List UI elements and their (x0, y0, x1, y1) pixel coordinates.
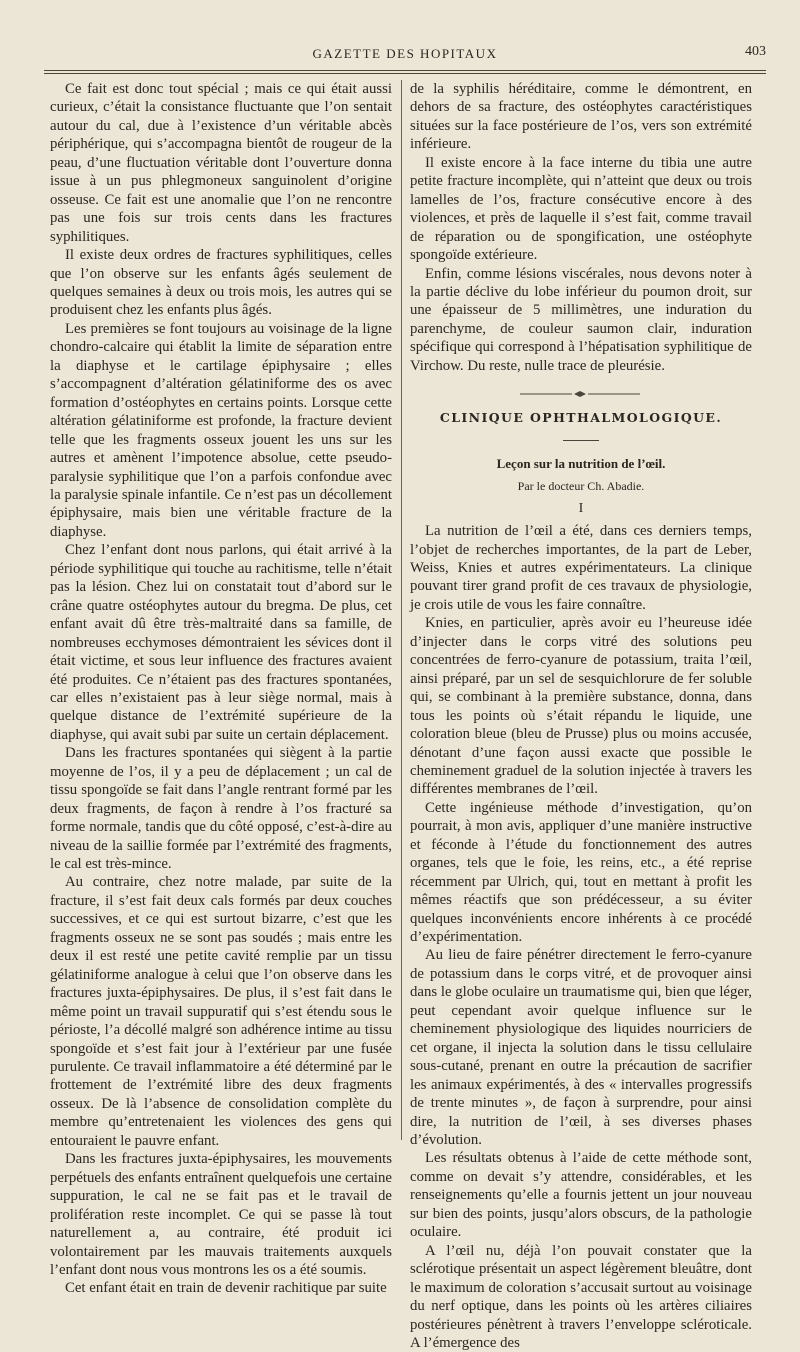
page-number: 403 (745, 44, 766, 59)
paragraph: Ce fait est donc tout spécial ; mais ce qui était aussi curieux, c’était la consistance fluctuante que l’on sentait autour du cal, due à l’existence d’un véritable abcès périphérique, qui s’accompagna bientôt de rougeur de la peau, d’une fluctuation véritable dont l’ouverture donna issue à un pus phlegmoneux sanguinolent d’origine osseuse. Ce fait est une anomalie que l’on ne rencontre pas une fois sur trois cents dans les fractures syphilitiques. (50, 81, 392, 245)
section-ornament (410, 383, 752, 405)
roman-numeral: I (578, 500, 584, 516)
page-header (40, 44, 770, 66)
paragraph: Dans les fractures juxta-épiphysaires, les mouvements perpétuels des enfants entraînent quelquefois une certaine suppuration, le cal ne se fait pas et le travail de prolifération reste incomplet. Ce qui se passe là tout naturellement a, au contraire, été produit ici volontairement par les mauvais traitements auxquels l’enfant dont nous vous montrons les os a été soumis. (50, 1151, 392, 1278)
paragraph: La nutrition de l’œil a été, dans ces derniers temps, l’objet de recherches importantes, de la part de Leber, Weiss, Knies et autres expérimentateurs. La clinique pouvant tirer grand profit de ces travaux de physiologie, je crois utile de vous les faire connaître. (410, 523, 752, 613)
paragraph: Il existe deux ordres de fractures syphilitiques, celles que l’on observe sur les enfants âgés seulement de quelques semaines à deux ou trois mois, les autres qui se produisent chez les enfants plus âgés. (50, 247, 392, 319)
paragraph: A l’œil nu, déjà l’on pouvait constater que la sclérotique présentait un aspect légèrement bleuâtre, dont le maximum de coloration s’accusait surtout au voisinage du nerf optique, dans les points où les artères ciliaires postérieures pénètrent à travers l’enveloppe scléroticale. A l’émergence des (410, 1242, 752, 1351)
paragraph: Il existe encore à la face interne du tibia une autre petite fracture incomplète, qui n’atteint que deux ou trois lamelles de l’os, fracture consécutive encore à des violences, et près de laquelle il s’est fait, comme travail de réparation ou de spongification, une ostéophyte spongoïde extérieure. (410, 154, 752, 264)
section-title: CLINIQUE OPHTHALMOLOGIQUE. (439, 410, 723, 426)
paragraph: Knies, en particulier, après avoir eu l’heureuse idée d’injecter dans le corps vitré des solutions peu concentrées de ferro-cyanure de potassium, traita l’œil, ainsi préparé, par un sel de sesquichlorure de fer soluble qui, se combinant à la première substance, donna, dans tous les points où s’était répandu le liquide, une coloration bleue (bleu de Prusse) plus ou moins accusée, dénotant d’une façon aussi exacte que possible le cheminement graduel de la solution injectée à travers les différentes membranes de l’œil. (410, 615, 752, 798)
paragraph: Les premières se font toujours au voisinage de la ligne chondro-calcaire qui établit la limite de séparation entre la diaphyse et le cartilage épiphysaire ; elles s’accompagnent d’altération gélatiniforme des os avec formation d’ostéophytes en certains points. Lorsque cette altération gélatiniforme est profonde, la fracture devient telle que les fragments osseux jouent les uns sur les autres et amènent l’impotence absolue, cette pseudo-paralysie syphilitique que l’on a parfois confondue avec la paralysie spinale infantile. Ce n’est pas un décollement épiphysaire, mais bien une véritable fracture de la diaphyse. (50, 320, 392, 540)
paragraph: Enfin, comme lésions viscérales, nous devons noter à la partie déclive du lobe inférieur du poumon droit, sur une épaisseur de 5 millimètres, une induration du parenchyme, de couleur saumon clair, induration spécifique qui correspond à l’hépatisation syphilitique de Virchow. Du reste, nulle trace de pleurésie. (410, 265, 752, 374)
paragraph: Au lieu de faire pénétrer directement le ferro-cyanure de potassium dans le corps vitré, et de provoquer ainsi dans le globe oculaire un traumatisme qui, bien que léger, peut cependant avoir quelque influence sur le cheminement physiologique des liquides nourriciers de cet organe, il injecta la solution dans le tissu cellulaire sous-cutané, prenant en outre la précaution de sacrifier les animaux expérimentés, à des « intervalles progressifs de trente minutes », de façon à surprendre, pour ainsi dire, la nutrition de l’œil, à ses diverses phases d’évolution. (410, 947, 752, 1149)
header-rule (44, 70, 766, 71)
running-title: GAZETTE DES HOPITAUX (312, 46, 498, 61)
paragraph: Cet enfant était en train de devenir rachitique par suite (65, 1280, 387, 1297)
ornament-rule-icon (520, 389, 640, 399)
paragraph: de la syphilis héréditaire, comme le démontrent, en dehors de sa fracture, des ostéophytes caractéristiques situées sur la face postérieure de l’os, vers son extrémité inférieure. (410, 81, 752, 153)
short-rule (563, 440, 599, 441)
paragraph: Les résultats obtenus à l’aide de cette méthode sont, comme on devait s’y attendre, considérables, et les renseignements qu’elle a fournis jettent un jour nouveau sur bien des points, jusqu’alors obscurs, de la pathologie oculaire. (410, 1150, 752, 1241)
column-divider (401, 80, 402, 1140)
byline: Par le docteur Ch. Abadie. (517, 479, 645, 494)
paragraph: Dans les fractures spontanées qui siègent à la partie moyenne de l’os, il y a peu de déplacement ; un cal de tissu spongoïde se fait dans l’angle rentrant formé par les deux fragments, de façon à rendre à l’os fracturé sa forme normale, tandis que du côté opposé, c’est-à-dire au niveau de la saillie formée par l’extrémité des fragments, le cal est très-mince. (50, 745, 392, 873)
paragraph: Cette ingénieuse méthode d’investigation, qu’on pourrait, à mon avis, appliquer d’une manière instructive et féconde à l’étude du fonctionnement des autres organes, tels que le foie, les reins, etc., a été reprise récemment par Ulrich, qui, tout en mettant à profit les mêmes réactifs que son prédécesseur, a su éviter quelques inconvénients encore inhérents à ce procédé d’expérimentation. (410, 799, 752, 946)
right-column (410, 80, 752, 1352)
paragraph: Au contraire, chez notre malade, par suite de la fracture, il s’est fait deux cals formés par deux couches successives, et ce qui est surtout bizarre, c’est que les fragments osseux ne se sont pas soudés ; mais entre les deux il est resté une petite cavité remplie par un tissu gélatiniforme analogue à celui que l’on observe dans les fractures juxta-épiphysaires. De plus, il s’est fait dans le même point un travail suppuratif qui s’est étendu sous le périoste, l’a décollé malgré son adhérence intime au tissu spongoïde et s’est fait jour à l’extérieur par une fusée purulente. Ce travail inflammatoire a été déterminé par le frottement de l’extrémité libre des deux fragments osseux. De là l’absence de consolidation complète du membre qu’entretenaient les violences des gens qui entouraient le pauvre enfant. (50, 874, 392, 1149)
lesson-title: Leçon sur la nutrition de l’œil. (496, 455, 666, 471)
header-rule-double (44, 73, 766, 74)
paragraph: Chez l’enfant dont nous parlons, qui était arrivé à la période syphilitique qui touche au rachitisme, telle n’était pas la lésion. Chez lui on constatait tout d’abord sur le crâne quatre ostéophytes autour du bregma. De plus, cet enfant avait dû être très-maltraité dans sa famille, de nombreuses ecchymoses démontraient les sévices dont il était victime, et sous leur influence des fractures avaient été produites. Ce n’étaient pas des fractures spontanées, car elles n’existaient pas à leur siège normal, mais à quelque distance de l’extrémité supérieure de la diaphyse, qui avait subi par suite un certain déplacement. (50, 542, 392, 743)
left-column (50, 80, 392, 1298)
